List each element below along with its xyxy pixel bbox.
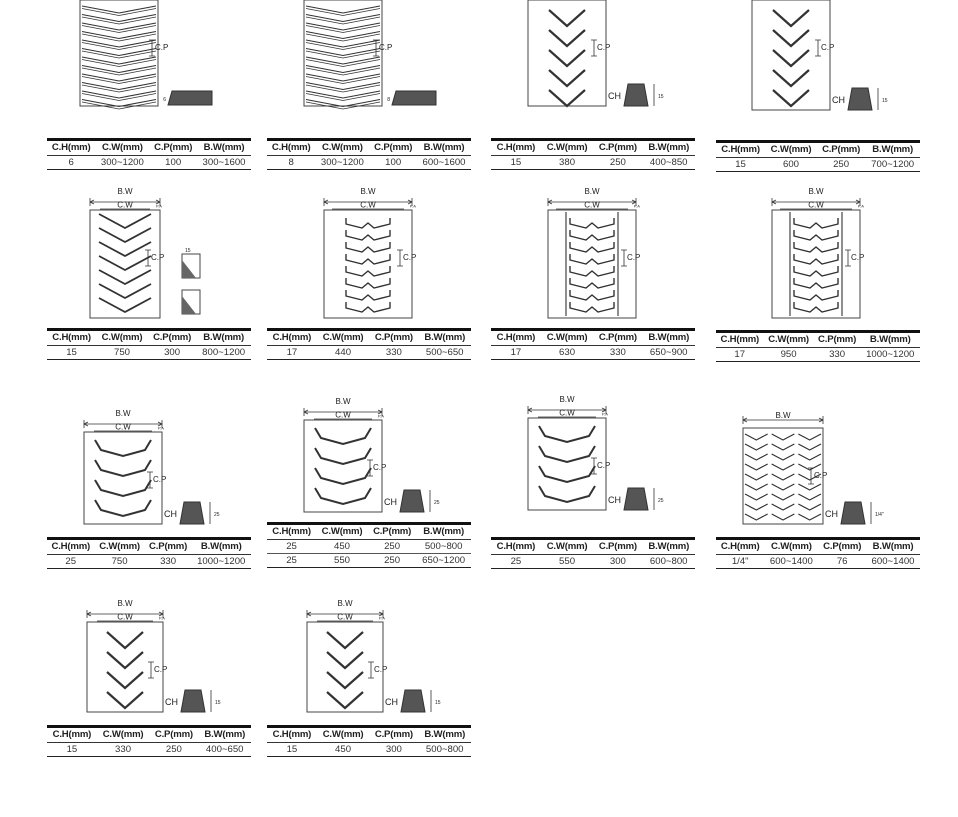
spec-header-cell: C.H(mm) [47, 330, 96, 346]
spec-header-row [716, 539, 920, 555]
belt-diagram-group [307, 599, 441, 712]
ch-height-label: 15 [435, 700, 441, 706]
cp-label: C.P [154, 665, 168, 674]
spec-cell: 25 [267, 554, 316, 568]
cp-label: C.P [597, 461, 611, 470]
spec-cell: 300~1600 [197, 156, 251, 170]
cp-label: C.P [627, 253, 641, 262]
spec-table [267, 725, 471, 757]
spec-row [716, 555, 920, 569]
spec-cell: 400~650 [198, 743, 251, 757]
spec-header-row [47, 727, 251, 743]
spec-table [491, 537, 695, 569]
trap-profile-shape [624, 488, 648, 510]
cp-label: C.P [153, 475, 167, 484]
spec-cell: 600~800 [642, 555, 695, 569]
spec-cell: 750 [96, 346, 148, 360]
bw-label: B.W [360, 187, 376, 196]
cp-label: C.P [374, 665, 388, 674]
spec-cell: 600~1400 [866, 555, 920, 569]
pa-label: P.A [858, 203, 864, 209]
spec-header-cell: B.W(mm) [865, 142, 920, 158]
ch-height-label: 15 [215, 700, 221, 706]
cw-label: C.W [117, 200, 133, 210]
cw-label: C.W [115, 422, 131, 432]
bw-label: B.W [335, 397, 351, 406]
spec-header-cell: C.P(mm) [148, 330, 196, 346]
spec-cell: 250 [368, 554, 416, 568]
cw-label: C.W [559, 408, 575, 418]
cp-label: C.P [155, 43, 169, 52]
trap-profile-shape [181, 690, 205, 712]
spec-cell: 330 [369, 346, 418, 360]
ch-label: CH [165, 697, 178, 707]
spec-header-cell: C.H(mm) [491, 330, 541, 346]
spec-cell: 550 [541, 555, 594, 569]
cleat-profile [385, 690, 441, 712]
spec-header-cell: C.W(mm) [541, 140, 594, 156]
spec-header-cell: B.W(mm) [642, 330, 695, 346]
bw-label: B.W [117, 187, 133, 196]
ch-height-label: 15 [882, 98, 888, 104]
spec-cell: 15 [267, 743, 317, 757]
spec-header-cell: C.H(mm) [716, 142, 765, 158]
spec-header-cell: B.W(mm) [198, 727, 251, 743]
spec-header-cell: B.W(mm) [197, 140, 251, 156]
spec-cell: 250 [593, 156, 642, 170]
spec-header-row [267, 727, 471, 743]
cw-label: C.W [117, 612, 133, 622]
spec-cell: 300~1200 [315, 156, 369, 170]
belt-pattern-diagram [491, 0, 697, 560]
spec-cell: 300 [369, 743, 418, 757]
spec-cell: 380 [541, 156, 594, 170]
belt-diagram-group [528, 395, 664, 510]
spec-header-cell: C.W(mm) [317, 727, 370, 743]
spec-header-cell: B.W(mm) [861, 332, 921, 348]
spec-cell: 600~1600 [417, 156, 471, 170]
bw-label: B.W [337, 599, 353, 608]
spec-header-cell: C.W(mm) [316, 524, 368, 540]
ch-height-label: 25 [434, 500, 440, 506]
ch-label: CH [385, 697, 398, 707]
spec-header-cell: C.W(mm) [315, 140, 369, 156]
spec-cell: 450 [317, 743, 370, 757]
spec-cell: 700~1200 [865, 158, 920, 172]
spec-cell: 76 [818, 555, 866, 569]
bw-label: B.W [115, 409, 131, 418]
spec-header-cell: C.P(mm) [593, 330, 642, 346]
spec-cell: 17 [491, 346, 541, 360]
spec-cell: 400~850 [642, 156, 695, 170]
spec-header-cell: C.H(mm) [267, 140, 315, 156]
cleat-profile [825, 502, 884, 524]
spec-cell: 250 [368, 540, 416, 554]
pa-label: P.A [379, 615, 385, 621]
belt-pattern-card [491, 0, 697, 817]
spec-header-cell: C.W(mm) [541, 539, 594, 555]
spec-header-row [491, 539, 695, 555]
spec-header-cell: C.P(mm) [368, 524, 416, 540]
pa-label: P.A [410, 203, 416, 209]
spec-cell: 650~900 [642, 346, 695, 360]
ch-height-label: 25 [658, 498, 664, 504]
spec-cell: 17 [716, 348, 764, 362]
spec-header-cell: C.P(mm) [369, 727, 418, 743]
belt-pattern-card [267, 0, 473, 817]
spec-header-cell: C.H(mm) [267, 524, 316, 540]
pa-label: P.A [159, 615, 165, 621]
cp-label: C.P [821, 43, 835, 52]
spec-row [47, 743, 251, 757]
spec-header-cell: C.H(mm) [47, 727, 97, 743]
spec-header-cell: C.W(mm) [97, 727, 150, 743]
spec-cell: 25 [491, 555, 541, 569]
spec-header-cell: C.P(mm) [369, 330, 418, 346]
belt-pattern-card [47, 0, 253, 817]
spec-cell: 800~1200 [196, 346, 251, 360]
spec-cell: 15 [47, 346, 96, 360]
pa-label: P.A [634, 203, 640, 209]
spec-table [47, 725, 251, 757]
cp-label: C.P [851, 253, 865, 262]
spec-cell: 500~800 [416, 540, 471, 554]
cleat-profile [608, 488, 664, 510]
spec-cell: 650~1200 [416, 554, 471, 568]
spec-header-cell: B.W(mm) [196, 330, 251, 346]
belt-pattern-diagram [716, 0, 922, 560]
spec-header-cell: B.W(mm) [418, 330, 471, 346]
spec-cell: 330 [814, 348, 861, 362]
spec-header-cell: C.W(mm) [764, 539, 818, 555]
spec-header-cell: C.H(mm) [716, 539, 764, 555]
spec-cell: 15 [716, 158, 765, 172]
ch-height-label: 8 [387, 97, 390, 103]
spec-cell: 300~1200 [95, 156, 149, 170]
spec-cell: 550 [316, 554, 368, 568]
spec-header-cell: C.P(mm) [149, 727, 198, 743]
cw-label: C.W [360, 200, 376, 210]
spec-cell: 440 [317, 346, 370, 360]
spec-cell: 600~1400 [764, 555, 818, 569]
spec-table [716, 537, 920, 569]
spec-header-cell: B.W(mm) [642, 539, 695, 555]
spec-header-cell: C.W(mm) [95, 140, 149, 156]
pa-label: P.A [602, 411, 608, 417]
spec-cell: 630 [541, 346, 594, 360]
spec-header-cell: C.W(mm) [764, 332, 814, 348]
spec-cell: 330 [593, 346, 642, 360]
spec-header-cell: C.P(mm) [818, 539, 866, 555]
bw-label: B.W [117, 599, 133, 608]
spec-header-cell: C.H(mm) [491, 140, 541, 156]
ch-label: CH [164, 509, 177, 519]
cw-label: C.W [337, 612, 353, 622]
spec-cell: 950 [764, 348, 814, 362]
trap-profile-shape [841, 502, 865, 524]
spec-header-cell: B.W(mm) [192, 539, 252, 555]
cp-label: C.P [597, 43, 611, 52]
pa-label: P.A [378, 413, 384, 419]
belt-diagram-group [87, 599, 221, 712]
bw-label: B.W [808, 187, 824, 196]
spec-header-cell: B.W(mm) [866, 539, 920, 555]
spec-cell: 8 [267, 156, 315, 170]
spec-header-cell: B.W(mm) [642, 140, 695, 156]
cw-label: C.W [584, 200, 600, 210]
spec-header-cell: C.H(mm) [47, 140, 95, 156]
spec-header-cell: C.P(mm) [814, 332, 861, 348]
bw-label: B.W [559, 395, 575, 404]
ch-height-label: 1/4" [875, 512, 884, 518]
spec-header-cell: C.H(mm) [716, 332, 764, 348]
cp-label: C.P [814, 471, 828, 480]
spec-cell: 250 [817, 158, 865, 172]
spec-header-cell: B.W(mm) [416, 524, 471, 540]
spec-cell: 1/4" [716, 555, 764, 569]
spec-header-cell: C.P(mm) [593, 539, 642, 555]
ch-label: CH [608, 91, 621, 101]
ch-height-label: 6 [163, 97, 166, 103]
spec-cell: 330 [145, 555, 192, 569]
spec-cell: 25 [267, 540, 316, 554]
bw-label: B.W [584, 187, 600, 196]
spec-header-cell: C.W(mm) [95, 539, 145, 555]
belt-diagram-group [743, 411, 884, 524]
trap-profile-shape [401, 690, 425, 712]
spec-header-cell: C.W(mm) [317, 330, 370, 346]
spec-cell: 15 [491, 156, 541, 170]
spec-cell: 750 [95, 555, 145, 569]
spec-cell: 300 [593, 555, 642, 569]
cp-label: C.P [403, 253, 417, 262]
spec-cell: 500~800 [418, 743, 471, 757]
cp-label: C.P [379, 43, 393, 52]
ch-height-label: 15 [658, 94, 664, 100]
pa-label: P.A [158, 425, 164, 431]
spec-cell: 330 [97, 743, 150, 757]
spec-header-cell: B.W(mm) [417, 140, 471, 156]
spec-cell: 6 [47, 156, 95, 170]
spec-cell: 1000~1200 [861, 348, 921, 362]
spec-cell: 600 [765, 158, 817, 172]
spec-cell: 250 [149, 743, 198, 757]
spec-header-cell: C.P(mm) [817, 142, 865, 158]
bw-label: B.W [775, 411, 791, 420]
spec-cell: 1000~1200 [192, 555, 252, 569]
cw-label: C.W [808, 200, 824, 210]
ch-height-label: 15 [185, 248, 191, 254]
spec-header-cell: C.P(mm) [369, 140, 417, 156]
spec-header-cell: C.H(mm) [47, 539, 95, 555]
spec-cell: 500~650 [418, 346, 471, 360]
ch-label: CH [825, 509, 838, 519]
spec-cell: 17 [267, 346, 317, 360]
cw-label: C.W [335, 410, 351, 420]
spec-row [491, 555, 695, 569]
spec-cell: 25 [47, 555, 95, 569]
cleat-profile [165, 690, 221, 712]
cp-label: C.P [373, 463, 387, 472]
ch-label: CH [608, 495, 621, 505]
spec-header-cell: C.W(mm) [96, 330, 148, 346]
spec-header-cell: C.W(mm) [765, 142, 817, 158]
spec-cell: 300 [148, 346, 196, 360]
spec-cell: 450 [316, 540, 368, 554]
pa-label: P.A [156, 203, 162, 209]
spec-header-cell: C.P(mm) [145, 539, 192, 555]
ch-label: CH [832, 95, 845, 105]
spec-cell: 100 [369, 156, 417, 170]
belt-pattern-card [716, 0, 922, 817]
cp-label: C.P [151, 253, 165, 262]
spec-header-cell: C.P(mm) [593, 140, 642, 156]
spec-header-cell: C.H(mm) [267, 330, 317, 346]
spec-header-cell: C.P(mm) [149, 140, 197, 156]
spec-header-cell: C.W(mm) [541, 330, 594, 346]
ch-height-label: 25 [214, 512, 220, 518]
spec-header-cell: C.H(mm) [267, 727, 317, 743]
spec-header-cell: C.H(mm) [491, 539, 541, 555]
ch-label: CH [384, 497, 397, 507]
spec-cell: 100 [149, 156, 197, 170]
spec-row [267, 743, 471, 757]
spec-cell: 15 [47, 743, 97, 757]
spec-header-cell: B.W(mm) [418, 727, 471, 743]
